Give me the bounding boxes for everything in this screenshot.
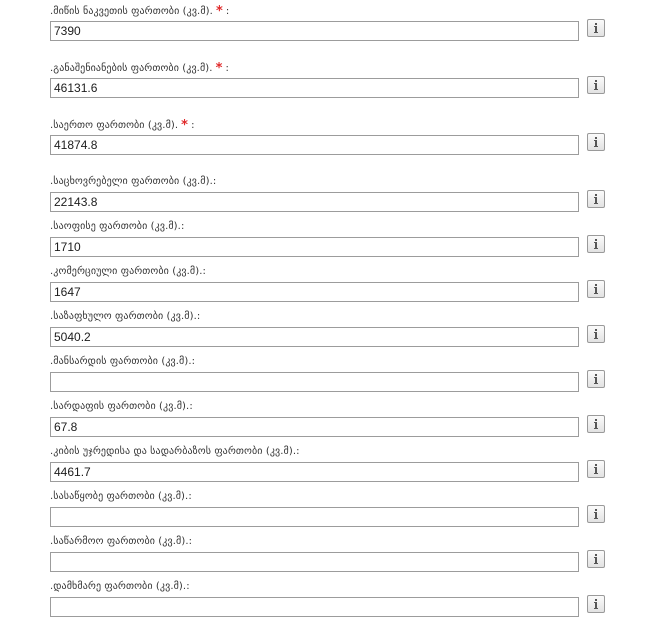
info-button[interactable] [587,370,605,388]
info-icon [588,20,604,36]
info-button[interactable] [587,280,605,298]
info-icon [588,326,604,342]
info-button[interactable] [587,19,605,37]
field-label: .კომერციული ფართობი (კვ.მ).: [50,266,207,277]
info-button[interactable] [587,460,605,478]
info-button[interactable] [587,505,605,523]
info-icon [588,281,604,297]
info-button[interactable] [587,595,605,613]
field-label: .მიწის ნაკვეთის ფართობი (კვ.მ). * : [50,4,230,19]
field-label: .საერთო ფართობი (კვ.მ). * : [50,118,195,133]
info-icon [588,134,604,150]
commercial-area-input[interactable]: 1647 [50,282,579,302]
info-icon [588,551,604,567]
info-icon [588,506,604,522]
required-marker: * [215,61,223,76]
field-label: .მანსარდის ფართობი (კვ.მ).: [50,356,196,367]
basement-area-input[interactable]: 67.8 [50,417,579,437]
summer-area-input[interactable]: 5040.2 [50,327,579,347]
info-button[interactable] [587,190,605,208]
info-icon [588,416,604,432]
info-icon [588,77,604,93]
field-label: .საწარმოო ფართობი (კვ.მ).: [50,536,193,547]
field-label: .კიბის უჯრედისა და სადარბაზოს ფართობი (კვ.მ).: [50,446,300,457]
field-label: .საზაფხულო ფართობი (კვ.მ).: [50,311,201,322]
storage-area-input[interactable] [50,507,579,527]
info-icon [588,236,604,252]
info-icon [588,461,604,477]
built-up-area-input[interactable]: 46131.6 [50,78,579,98]
info-button[interactable] [587,133,605,151]
field-label: .სასაწყობე ფართობი (კვ.მ).: [50,491,192,502]
field-label: .საცხოვრებელი ფართობი (კვ.მ).: [50,176,217,187]
field-label: .დამხმარე ფართობი (კვ.მ).: [50,581,190,592]
office-area-input[interactable]: 1710 [50,237,579,257]
attic-area-input[interactable] [50,372,579,392]
info-icon [588,371,604,387]
info-button[interactable] [587,325,605,343]
info-button[interactable] [587,235,605,253]
required-marker: * [181,118,189,133]
stairwell-area-input[interactable]: 4461.7 [50,462,579,482]
info-button[interactable] [587,415,605,433]
field-label: .სარდაფის ფართობი (კვ.მ).: [50,401,193,412]
info-icon [588,596,604,612]
info-button[interactable] [587,76,605,94]
auxiliary-area-input[interactable] [50,597,579,617]
production-area-input[interactable] [50,552,579,572]
field-label: .განაშენიანების ფართობი (კვ.მ). * : [50,61,229,76]
field-label: .საოფისე ფართობი (კვ.მ).: [50,221,185,232]
info-icon [588,191,604,207]
info-button[interactable] [587,550,605,568]
land-plot-area-input[interactable]: 7390 [50,21,579,41]
required-marker: * [215,4,223,19]
total-area-input[interactable]: 41874.8 [50,135,579,155]
residential-area-input[interactable]: 22143.8 [50,192,579,212]
